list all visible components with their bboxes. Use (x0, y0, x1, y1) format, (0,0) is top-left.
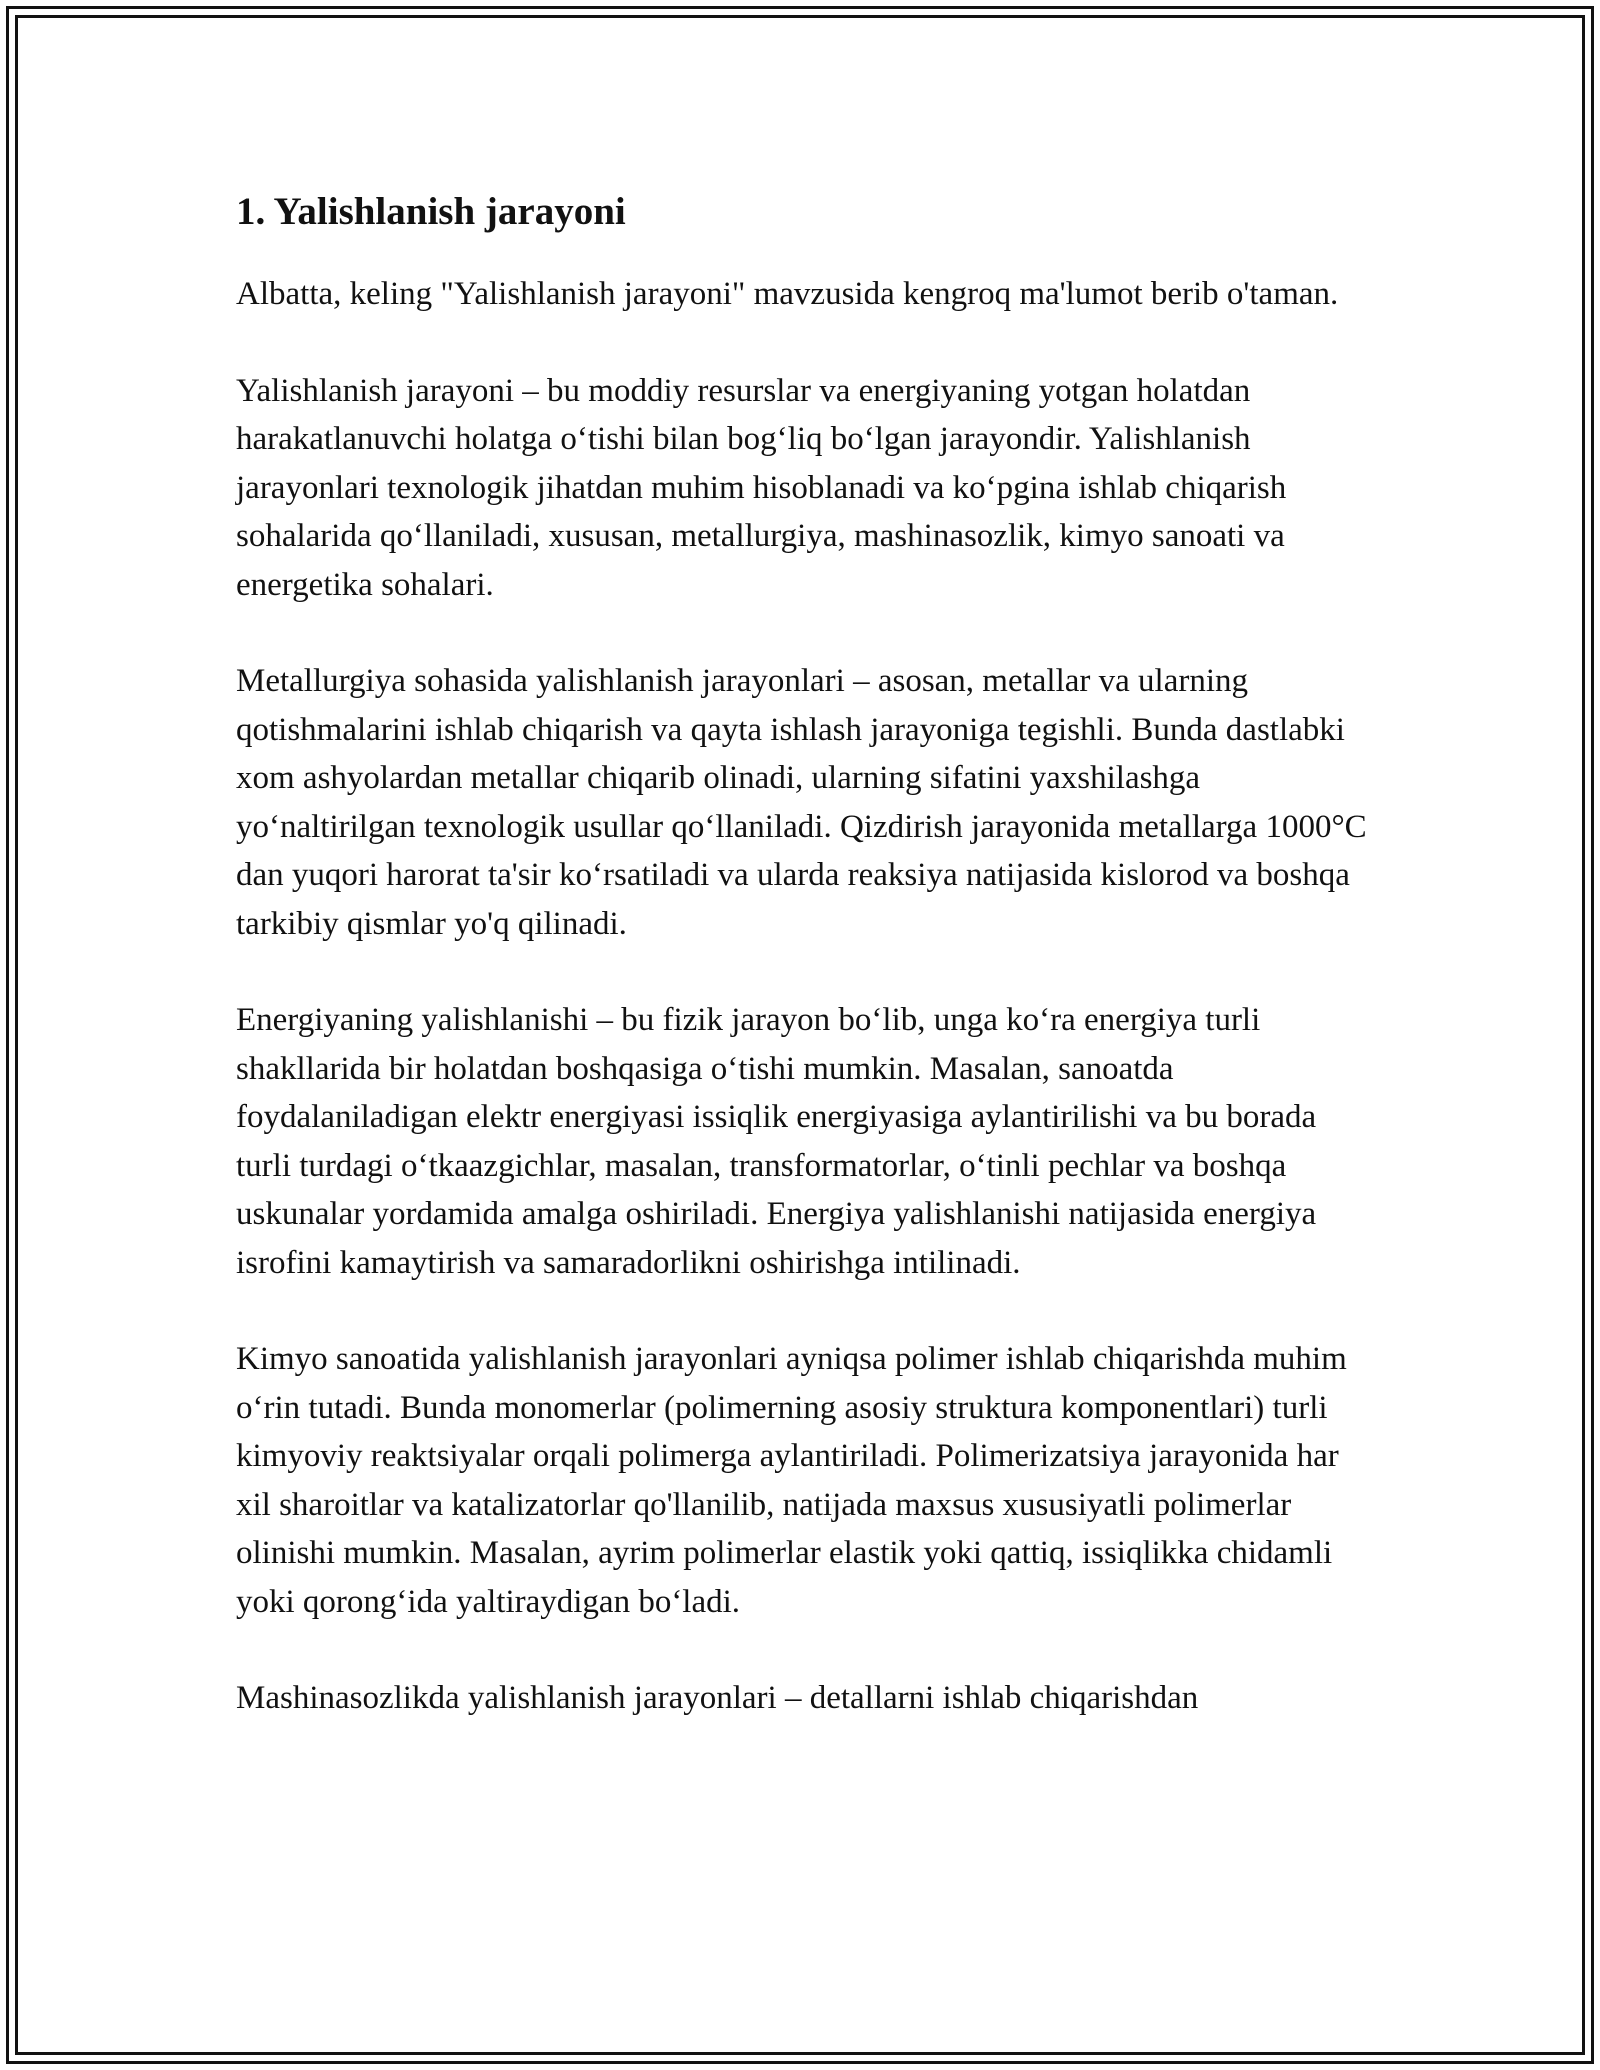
document-body (236, 186, 1376, 1771)
paragraph-intro: Albatta, keling "Yalishlanish jarayoni" mavzusida kengroq ma'lumot berib o'taman. (236, 276, 1339, 312)
paragraph-energy: Energiyaning yalishlanishi – bu fizik jarayon bo‘lib, unga ko‘ra energiya turli shakllarida bir holatdan boshqasiga o‘tishi mumkin. Masalan, sanoatda foydalaniladigan elektr energiyasi issiqlik energiyasiga aylantirilishi va bu borada turli turdagi o‘tkaazgichlar, masalan, transformatorlar, o‘tinli pechlar va boshqa uskunalar yordamida amalga oshiriladi. Energiya yalishlanishi natijasida energiya isrofini kamaytirish va samaradorlikni oshirishga intilinadi. (236, 1002, 1317, 1281)
paragraph-machine-building: Mashinasozlikda yalishlanish jarayonlari – detallarni ishlab chiqarishdan (236, 1680, 1199, 1716)
section-heading: 1. Yalishlanish jarayoni (236, 190, 626, 233)
paragraph-definition: Yalishlanish jarayoni – bu moddiy resurslar va energiyaning yotgan holatdan harakatlanuvchi holatga o‘tishi bilan bog‘liq bo‘lgan jarayondir. Yalishlanish jarayonlari texnologik jihatdan muhim hisoblanadi va ko‘pgina ishlab chiqarish sohalarida qo‘llaniladi, xususan, metallurgiya, mashinasozlik, kimyo sanoati va energetika sohalari. (236, 372, 1287, 603)
paragraph-chemistry: Kimyo sanoatida yalishlanish jarayonlari ayniqsa polimer ishlab chiqarishda muhim o‘rin tutadi. Bunda monomerlar (polimerning asosiy struktura komponentlari) turli kimyoviy reaktsiyalar orqali polimerga aylantiriladi. Polimerizatsiya jarayonida har xil sharoitlar va katalizatorlar qo'llanilib, natijada maxsus xususiyatli polimerlar olinishi mumkin. Masalan, ayrim polimerlar elastik yoki qattiq, issiqlikka chidamli yoki qorong‘ida yaltiraydigan bo‘ladi. (236, 1341, 1347, 1620)
paragraph-metallurgy: Metallurgiya sohasida yalishlanish jarayonlari – asosan, metallar va ularning qotishmalarini ishlab chiqarish va qayta ishlash jarayoniga tegishli. Bunda dastlabki xom ashyolardan metallar chiqarib olinadi, ularning sifatini yaxshilashga yo‘naltirilgan texnologik usullar qo‘llaniladi. Qizdirish jarayonida metallarga 1000°C dan yuqori harorat ta'sir ko‘rsatiladi va ularda reaksiya natijasida kislorod va boshqa tarkibiy qismlar yo'q qilinadi. (236, 663, 1367, 942)
